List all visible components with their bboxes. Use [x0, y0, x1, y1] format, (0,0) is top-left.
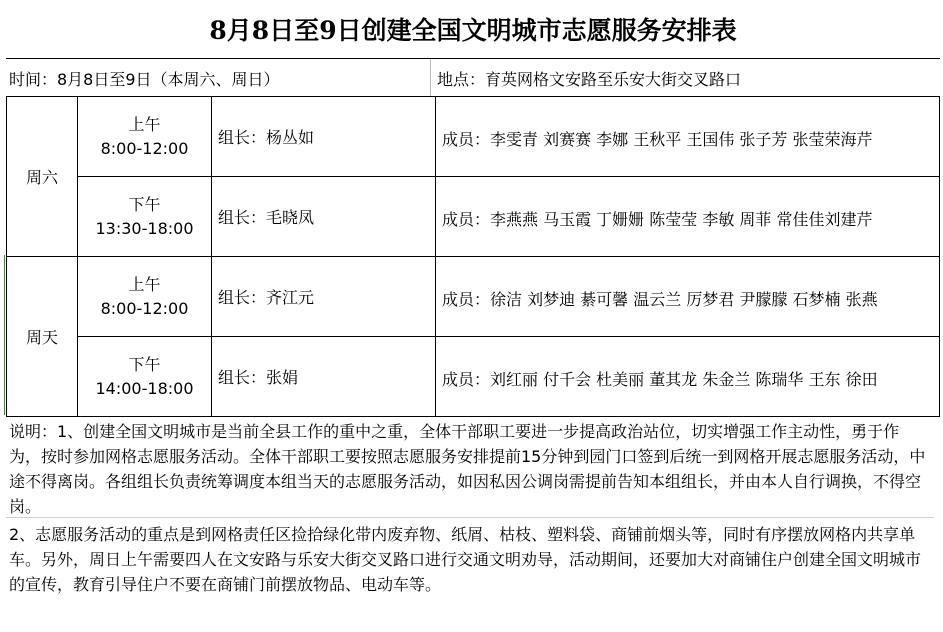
- day-cell[interactable]: 周六: [7, 97, 78, 257]
- period-label: 下午: [128, 194, 161, 214]
- time-slot-cell[interactable]: [78, 97, 212, 177]
- info-row: [6, 58, 940, 97]
- members-cell[interactable]: 成员：刘红丽 付千会 杜美丽 董其龙 朱金兰 陈瑞华 王东 徐田: [436, 337, 940, 417]
- hours-label: 13:30-18:00: [95, 218, 194, 238]
- hours-label: 14:00-18:00: [95, 378, 194, 398]
- schedule-table: [6, 96, 940, 417]
- time-cell[interactable]: 时间：8月8日至9日（本周六、周日）: [9, 69, 280, 89]
- period-label: 上午: [128, 114, 161, 134]
- leader-cell[interactable]: 组长：毛晓凤: [212, 177, 436, 257]
- period-label: 上午: [128, 274, 161, 294]
- time-slot-cell[interactable]: [78, 257, 212, 337]
- leader-cell[interactable]: 组长：齐江元: [212, 257, 436, 337]
- period-label: 下午: [128, 354, 161, 374]
- cell-selection-edge: [4, 255, 5, 415]
- note-paragraph-1[interactable]: 说明：1、创建全国文明城市是当前全县工作的重中之重，全体干部职工要进一步提高政治站位，切实增强工作主动性，勇于作为，按时参加网格志愿服务活动。全体干部职工要按照志愿服务安排提前15分钟到园门口签到后统一到网格开展志愿服务活动，中途不得离岗。各组组长负责统筹调度本组当天的志愿服务活动，如因私因公调岗需提前告知本组组长，并由本人自行调换，不得空岗。: [6, 417, 934, 518]
- members-cell[interactable]: 成员：徐洁 刘梦迪 綦可馨 温云兰 厉梦君 尹朦朦 石梦楠 张燕: [436, 257, 940, 337]
- leader-cell[interactable]: 组长：杨丛如: [212, 97, 436, 177]
- hours-label: 8:00-12:00: [100, 138, 189, 158]
- time-slot-cell[interactable]: [78, 177, 212, 257]
- table-row: [7, 177, 940, 257]
- page-title: 8月8日至9日创建全国文明城市志愿服务安排表: [209, 16, 737, 45]
- hours-label: 8:00-12:00: [100, 298, 189, 318]
- members-cell[interactable]: 成员：李雯青 刘赛赛 李娜 王秋平 王国伟 张子芳 张莹荣海芹: [436, 97, 940, 177]
- leader-cell[interactable]: 组长：张娟: [212, 337, 436, 417]
- day-cell[interactable]: 周天: [7, 257, 78, 417]
- table-row: [7, 97, 940, 177]
- time-slot-cell[interactable]: [78, 337, 212, 417]
- members-cell[interactable]: 成员：李燕燕 马玉霞 丁姗姗 陈莹莹 李敏 周菲 常佳佳刘建芹: [436, 177, 940, 257]
- place-cell[interactable]: 地点：育英网格文安路至乐安大街交叉路口: [430, 59, 940, 97]
- note-paragraph-2[interactable]: 2、志愿服务活动的重点是到网格责任区捡拾绿化带内废弃物、纸屑、枯枝、塑料袋、商铺前烟头等，同时有序摆放网格内共享单车。另外，周日上午需要四人在文安路与乐安大街交叉路口进行交通文明劝导，活动期间，还要加大对商铺住户创建全国文明城市的宣传，教育引导住户不要在商铺门前摆放物品、电动车等。: [9, 525, 922, 594]
- table-row: [7, 257, 940, 337]
- table-row: [7, 337, 940, 417]
